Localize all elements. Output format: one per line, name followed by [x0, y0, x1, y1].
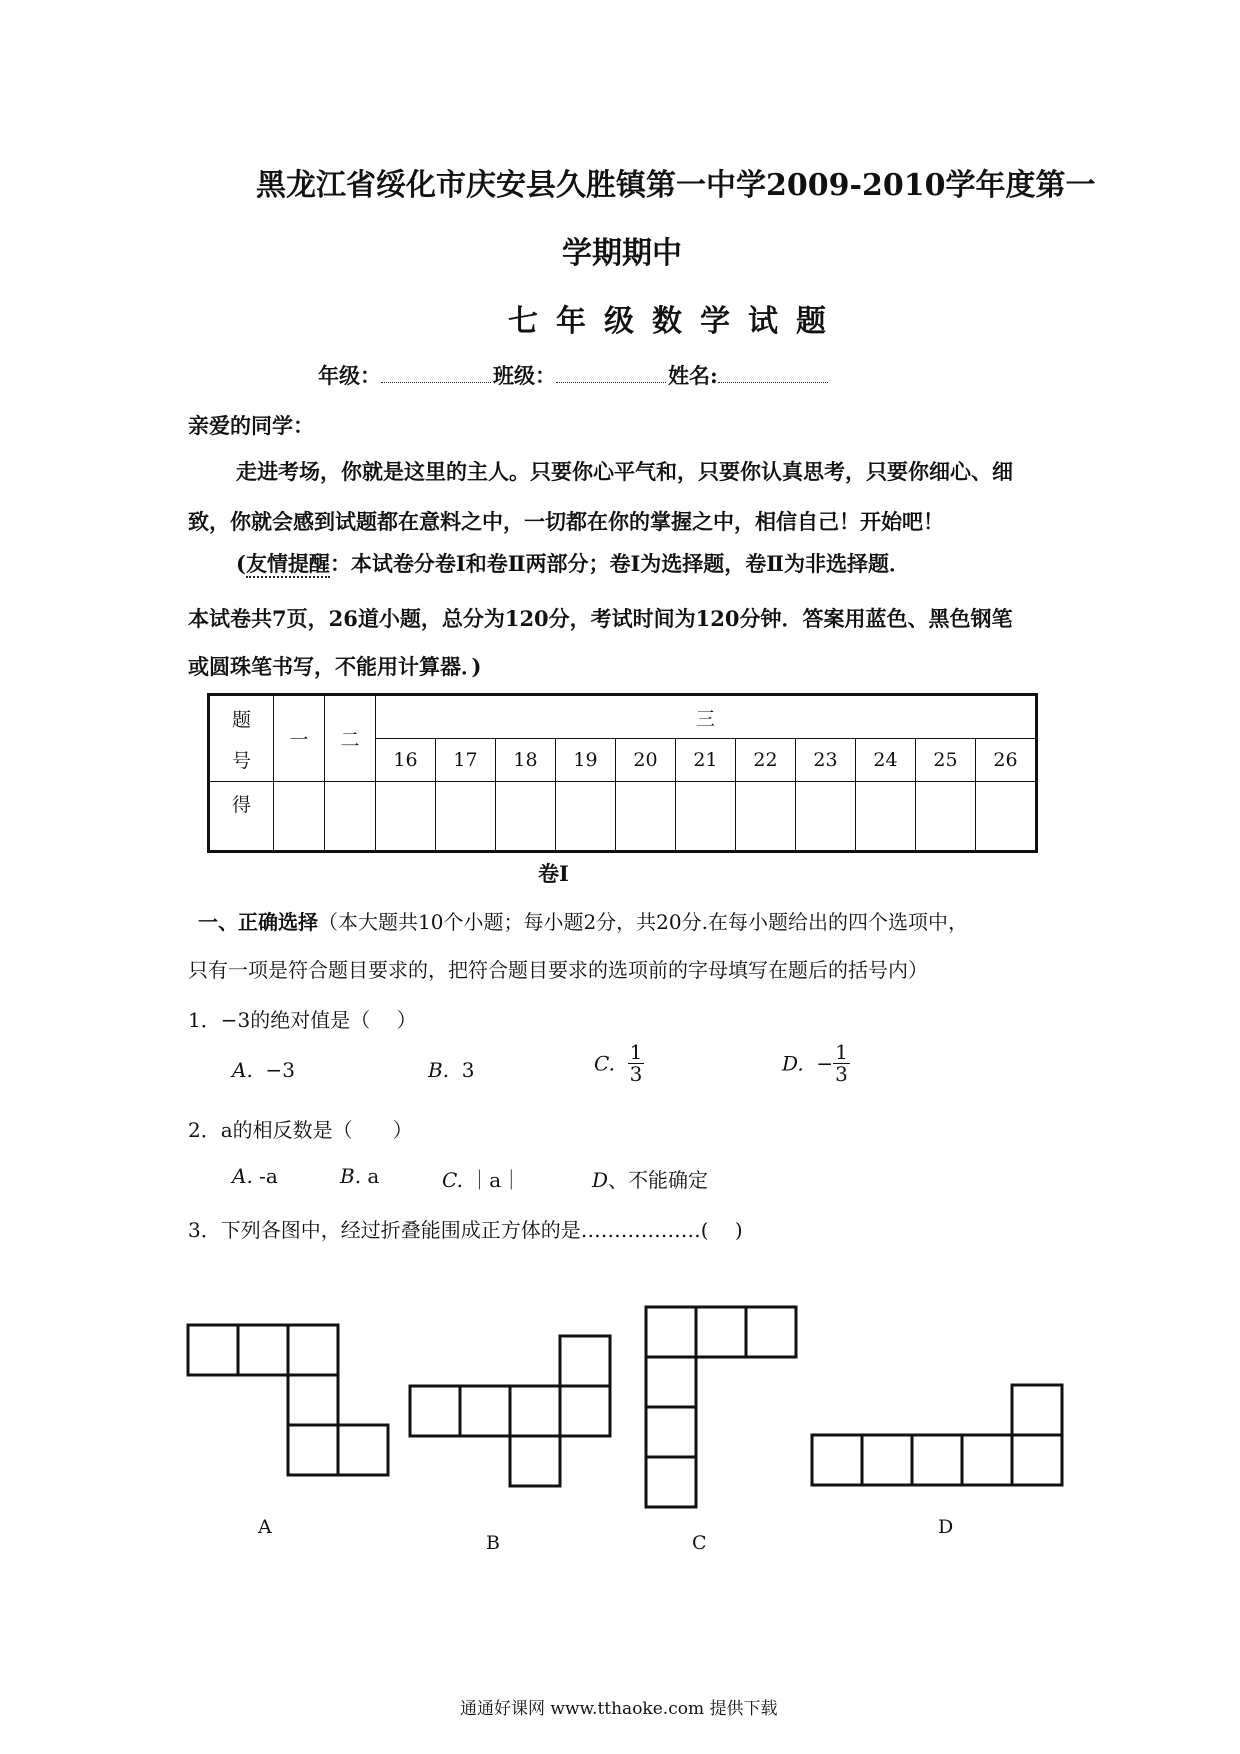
score-row-label: 得 [209, 782, 274, 852]
score-num-16: 16 [376, 739, 436, 782]
score-num-26: 26 [976, 739, 1037, 782]
name-blank[interactable] [718, 360, 828, 383]
q1-option-c[interactable]: C. $\frac{1}{3}$ [594, 1040, 643, 1086]
score-num-17: 17 [436, 739, 496, 782]
net-a[interactable] [188, 1325, 388, 1475]
class-label: 班级： [493, 363, 556, 388]
grade-label: 年级： [318, 363, 381, 388]
section-desc-line2: 只有一项是符合题目要求的，把符合题目要求的选项前的字母填写在题后的括号内） [188, 958, 928, 982]
footer-credit: 通通好课网 www.tthaoke.com 提供下载 [460, 1699, 778, 1719]
q1-option-b[interactable]: B. 3 [428, 1058, 475, 1082]
score-cell[interactable] [856, 782, 916, 852]
score-table [207, 693, 1038, 853]
exam-title-line1: 黑龙江省绥化市庆安县久胜镇第一中学2009-2010学年度第一 [256, 168, 1096, 203]
question-3-stem: 3．下列各图中，经过折叠能围成正方体的是………………( ) [188, 1218, 743, 1242]
score-num-21: 21 [676, 739, 736, 782]
cube-nets-figure [0, 1280, 1240, 1580]
exam-subtitle: 七年级数学试题 [508, 304, 844, 339]
class-blank[interactable] [556, 360, 666, 383]
exam-title-line2: 学期期中 [562, 236, 682, 271]
question-2-stem: 2．a的相反数是（ ） [188, 1118, 413, 1142]
score-col-3: 三 [376, 695, 1037, 739]
name-label: 姓名: [668, 363, 718, 388]
score-num-25: 25 [916, 739, 976, 782]
score-cell[interactable] [556, 782, 616, 852]
score-cell[interactable] [496, 782, 556, 852]
intro-line5: 或圆珠笔书写，不能用计算器．) [188, 654, 482, 679]
fraction: $\frac{1}{3}$ [629, 1040, 643, 1086]
q1-option-d[interactable]: D. − $\frac{1}{3}$ [782, 1040, 848, 1086]
q2-option-d[interactable]: D、不能确定 [592, 1168, 709, 1192]
intro-line4: 本试卷共7页，26道小题，总分为120分，考试时间为120分钟．答案用蓝色、黑色钢笔 [188, 606, 1013, 631]
net-b[interactable] [410, 1336, 610, 1486]
net-c[interactable] [646, 1307, 796, 1507]
q1-option-a[interactable]: A. −3 [232, 1058, 296, 1082]
fraction: $\frac{1}{3}$ [835, 1040, 848, 1086]
score-num-18: 18 [496, 739, 556, 782]
score-cell[interactable] [616, 782, 676, 852]
score-table-header-label: 题 号 [209, 695, 274, 782]
score-cell[interactable] [676, 782, 736, 852]
net-d[interactable] [812, 1385, 1062, 1485]
score-col-1: 一 [274, 695, 325, 782]
intro-line2: 致，你就会感到试题都在意料之中，一切都在你的掌握之中，相信自己！开始吧！ [188, 509, 944, 534]
q2-option-c[interactable]: C. ｜a｜ [442, 1168, 522, 1192]
grade-blank[interactable] [381, 360, 491, 383]
reminder-label: 友情提醒 [245, 551, 330, 576]
net-d-label: D [938, 1516, 954, 1538]
score-cell[interactable] [436, 782, 496, 852]
score-cell[interactable] [916, 782, 976, 852]
reminder-line: (友情提醒：本试卷分卷Ⅰ和卷Ⅱ两部分；卷Ⅰ为选择题，卷Ⅱ为非选择题． [236, 551, 910, 576]
greeting: 亲爱的同学： [188, 413, 314, 438]
score-num-23: 23 [796, 739, 856, 782]
q2-option-a[interactable]: A. -a [232, 1164, 278, 1188]
score-cell[interactable] [796, 782, 856, 852]
score-cell[interactable] [325, 782, 376, 852]
net-a-label: A [258, 1516, 272, 1538]
q2-option-b[interactable]: B. a [340, 1164, 380, 1188]
question-1-stem: 1．−3的绝对值是（ ） [188, 1008, 417, 1032]
net-c-label: C [692, 1532, 707, 1554]
score-num-22: 22 [736, 739, 796, 782]
score-cell[interactable] [976, 782, 1037, 852]
score-num-20: 20 [616, 739, 676, 782]
score-num-19: 19 [556, 739, 616, 782]
score-cell[interactable] [736, 782, 796, 852]
section-heading: 一、正确选择（本大题共10个小题；每小题2分，共20分.在每小题给出的四个选项中， [198, 910, 968, 934]
section-title: 正确选择 [238, 910, 318, 934]
intro-line1: 走进考场，你就是这里的主人。只要你心平气和，只要你认真思考，只要你细心、细 [236, 459, 1013, 484]
score-num-24: 24 [856, 739, 916, 782]
score-cell[interactable] [274, 782, 325, 852]
student-info-fields [318, 360, 830, 390]
score-cell[interactable] [376, 782, 436, 852]
volume-label: 卷Ⅰ [538, 861, 569, 886]
net-b-label: B [486, 1532, 500, 1554]
score-col-2: 二 [325, 695, 376, 782]
